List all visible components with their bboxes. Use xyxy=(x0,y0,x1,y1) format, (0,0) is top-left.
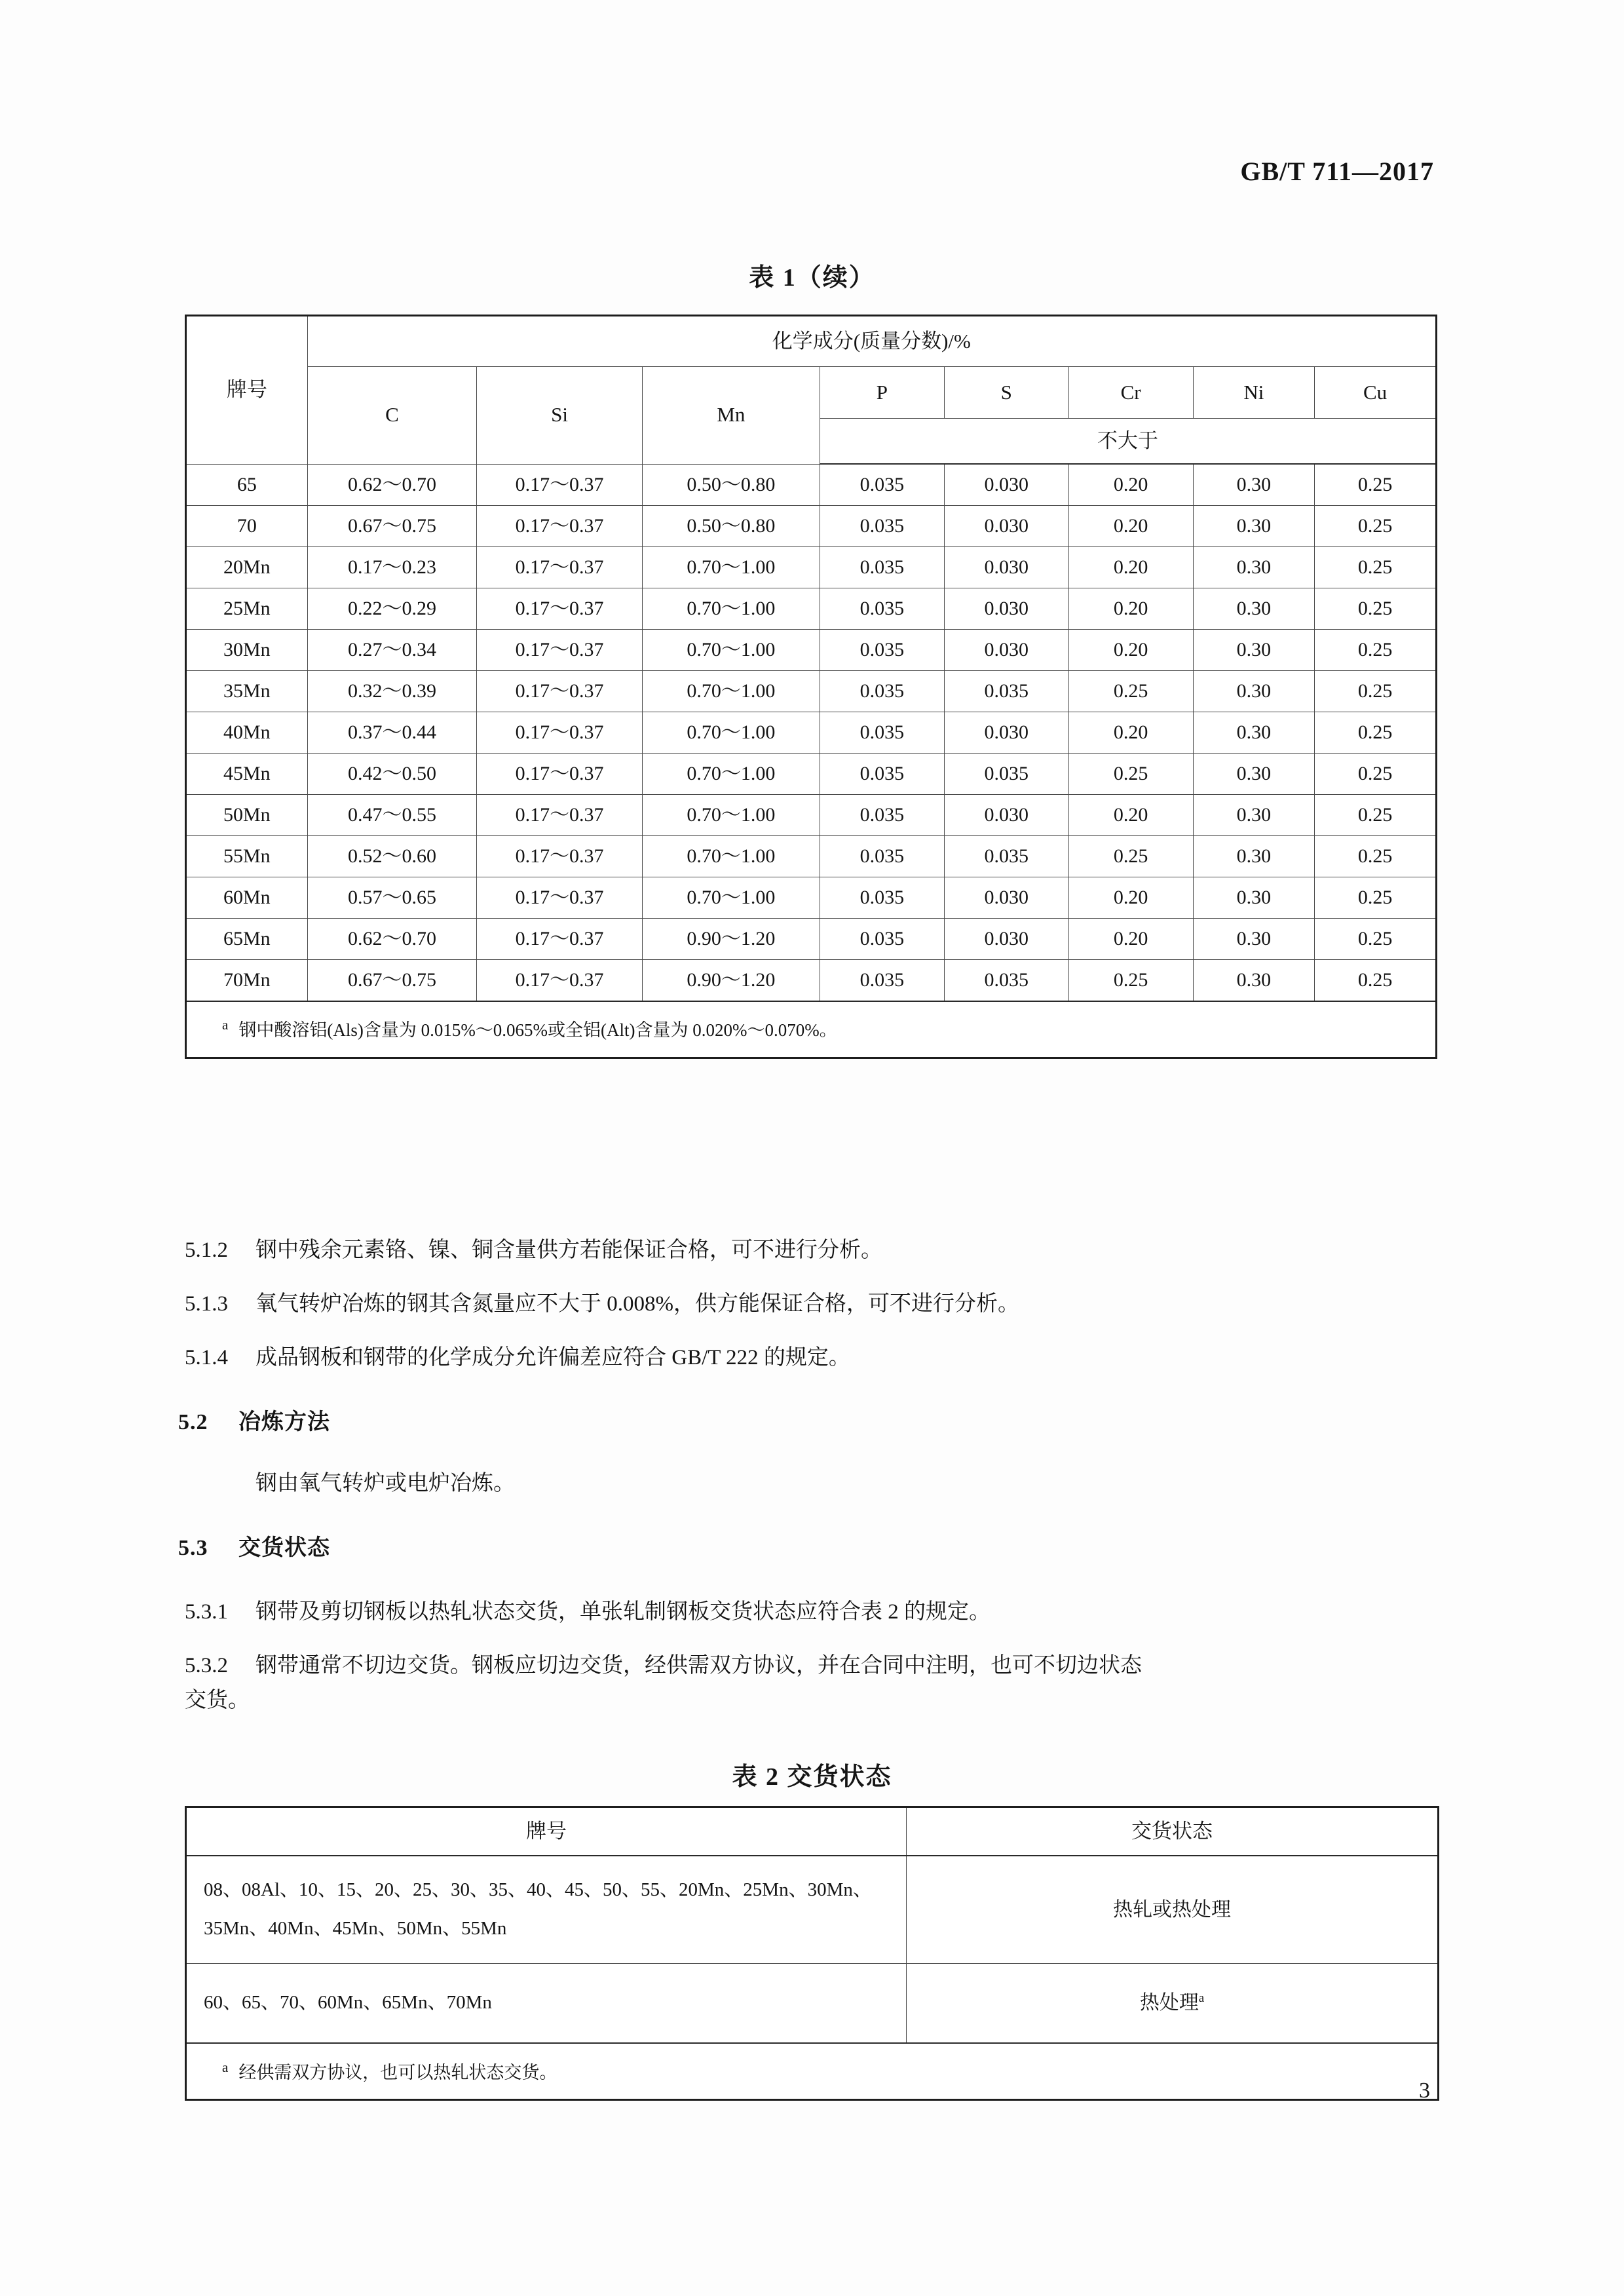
cell-cu: 0.25 xyxy=(1315,464,1437,506)
cell-c: 0.27～0.34 xyxy=(307,630,477,671)
table1-title: 表 1（续） xyxy=(749,264,875,292)
cell-c: 0.67～0.75 xyxy=(307,960,477,1002)
cell-mn: 0.70～1.00 xyxy=(642,547,820,588)
cell-cr: 0.20 xyxy=(1068,712,1193,754)
page-number: 3 xyxy=(1419,2078,1430,2103)
table1-header-row-2 xyxy=(186,367,1437,419)
cell-mn: 0.70～1.00 xyxy=(642,630,820,671)
grade-list-line-1: 60、65、70、60Mn、65Mn、70Mn xyxy=(204,1992,492,2014)
clause-text: 钢带及剪切钢板以热轧状态交货，单张轧制钢板交货状态应符合表 2 的规定。 xyxy=(255,1600,991,1624)
cell-grade: 45Mn xyxy=(186,754,308,795)
clause-5-3-1 xyxy=(185,1595,991,1630)
footnote-reference: a xyxy=(1198,1991,1205,2006)
footnote-marker: a xyxy=(222,1017,229,1033)
clause-number: 5.3.1 xyxy=(185,1600,228,1624)
cell-s: 0.030 xyxy=(944,588,1068,630)
cell-ni: 0.30 xyxy=(1193,795,1315,836)
cell-p: 0.035 xyxy=(820,506,944,547)
header-element-cr: Cr xyxy=(1068,367,1193,419)
table-row xyxy=(186,506,1437,547)
table1-footnote-row xyxy=(186,1001,1437,1058)
cell-delivery-state: 热轧或热处理 xyxy=(907,1856,1439,1963)
cell-s: 0.030 xyxy=(944,712,1068,754)
header-element-mn: Mn xyxy=(642,367,820,465)
cell-ni: 0.30 xyxy=(1193,960,1315,1002)
cell-p: 0.035 xyxy=(820,712,944,754)
grade-list-line-2: 35Mn、40Mn、45Mn、50Mn、55Mn xyxy=(204,1918,507,1940)
cell-ni: 0.30 xyxy=(1193,464,1315,506)
table-row xyxy=(186,960,1437,1002)
cell-cr: 0.20 xyxy=(1068,877,1193,919)
cell-si: 0.17～0.37 xyxy=(477,919,642,960)
clause-5-1-2 xyxy=(185,1233,882,1268)
cell-grade: 70Mn xyxy=(186,960,308,1002)
cell-s: 0.030 xyxy=(944,547,1068,588)
cell-grade-list xyxy=(186,1963,907,2043)
cell-delivery-state xyxy=(907,1963,1439,2043)
cell-cu: 0.25 xyxy=(1315,547,1437,588)
cell-cu: 0.25 xyxy=(1315,836,1437,877)
table2-header-row xyxy=(186,1807,1439,1856)
cell-grade-list xyxy=(186,1856,907,1963)
cell-cu: 0.25 xyxy=(1315,712,1437,754)
cell-c: 0.62～0.70 xyxy=(307,464,477,506)
clause-text: 钢带通常不切边交货。钢板应切边交货，经供需双方协议，并在合同中注明，也可不切边状态 xyxy=(255,1654,1142,1677)
cell-cu: 0.25 xyxy=(1315,588,1437,630)
clause-number: 5.1.2 xyxy=(185,1238,228,1262)
delivery-condition-table xyxy=(185,1806,1439,2101)
clause-5-3-2 xyxy=(185,1649,1449,1719)
table-row xyxy=(186,630,1437,671)
section-number: 5.3 xyxy=(178,1536,208,1560)
cell-c: 0.57～0.65 xyxy=(307,877,477,919)
cell-si: 0.17～0.37 xyxy=(477,960,642,1002)
cell-s: 0.030 xyxy=(944,464,1068,506)
cell-cr: 0.20 xyxy=(1068,630,1193,671)
cell-cr: 0.25 xyxy=(1068,754,1193,795)
cell-cu: 0.25 xyxy=(1315,919,1437,960)
cell-c: 0.22～0.29 xyxy=(307,588,477,630)
table-row xyxy=(186,877,1437,919)
header-element-p: P xyxy=(820,367,944,419)
cell-cr: 0.25 xyxy=(1068,671,1193,712)
cell-cu: 0.25 xyxy=(1315,630,1437,671)
cell-p: 0.035 xyxy=(820,671,944,712)
cell-mn: 0.70～1.00 xyxy=(642,712,820,754)
cell-ni: 0.30 xyxy=(1193,547,1315,588)
cell-cu: 0.25 xyxy=(1315,877,1437,919)
header-element-c: C xyxy=(307,367,477,465)
cell-s: 0.030 xyxy=(944,506,1068,547)
cell-ni: 0.30 xyxy=(1193,630,1315,671)
cell-cr: 0.20 xyxy=(1068,795,1193,836)
cell-p: 0.035 xyxy=(820,464,944,506)
cell-p: 0.035 xyxy=(820,960,944,1002)
cell-ni: 0.30 xyxy=(1193,919,1315,960)
cell-cr: 0.20 xyxy=(1068,919,1193,960)
cell-grade: 70 xyxy=(186,506,308,547)
table-row xyxy=(186,464,1437,506)
footnote-text: 经供需双方协议，也可以热轧状态交货。 xyxy=(238,2062,557,2082)
cell-c: 0.17～0.23 xyxy=(307,547,477,588)
clause-number: 5.1.4 xyxy=(185,1346,228,1369)
header-element-cu: Cu xyxy=(1315,367,1437,419)
cell-ni: 0.30 xyxy=(1193,877,1315,919)
cell-p: 0.035 xyxy=(820,588,944,630)
delivery-state-text: 热处理 xyxy=(1139,1992,1199,2014)
section-heading-5-2 xyxy=(178,1404,330,1436)
cell-si: 0.17～0.37 xyxy=(477,877,642,919)
cell-c: 0.32～0.39 xyxy=(307,671,477,712)
cell-grade: 40Mn xyxy=(186,712,308,754)
cell-cu: 0.25 xyxy=(1315,960,1437,1002)
cell-s: 0.030 xyxy=(944,919,1068,960)
clause-5-1-3 xyxy=(185,1287,1019,1322)
table2-footnote-row xyxy=(186,2043,1439,2100)
cell-grade: 25Mn xyxy=(186,588,308,630)
cell-mn: 0.70～1.00 xyxy=(642,588,820,630)
cell-p: 0.035 xyxy=(820,877,944,919)
cell-s: 0.035 xyxy=(944,836,1068,877)
header-element-si: Si xyxy=(477,367,642,465)
cell-grade: 50Mn xyxy=(186,795,308,836)
cell-p: 0.035 xyxy=(820,547,944,588)
table-row xyxy=(186,836,1437,877)
clause-text: 氧气转炉冶炼的钢其含氮量应不大于 0.008%，供方能保证合格，可不进行分析。 xyxy=(255,1292,1019,1316)
cell-ni: 0.30 xyxy=(1193,754,1315,795)
cell-mn: 0.90～1.20 xyxy=(642,960,820,1002)
cell-c: 0.52～0.60 xyxy=(307,836,477,877)
cell-ni: 0.30 xyxy=(1193,671,1315,712)
cell-s: 0.035 xyxy=(944,754,1068,795)
cell-si: 0.17～0.37 xyxy=(477,464,642,506)
chemical-composition-table xyxy=(185,315,1437,1059)
cell-cu: 0.25 xyxy=(1315,671,1437,712)
cell-c: 0.37～0.44 xyxy=(307,712,477,754)
table-row xyxy=(186,547,1437,588)
cell-ni: 0.30 xyxy=(1193,712,1315,754)
cell-cr: 0.25 xyxy=(1068,960,1193,1002)
cell-mn: 0.70～1.00 xyxy=(642,795,820,836)
cell-s: 0.030 xyxy=(944,795,1068,836)
cell-si: 0.17～0.37 xyxy=(477,671,642,712)
table-row xyxy=(186,1963,1439,2043)
cell-si: 0.17～0.37 xyxy=(477,836,642,877)
cell-p: 0.035 xyxy=(820,795,944,836)
cell-mn: 0.90～1.20 xyxy=(642,919,820,960)
cell-p: 0.035 xyxy=(820,630,944,671)
clause-number: 5.3.2 xyxy=(185,1654,228,1677)
cell-grade: 20Mn xyxy=(186,547,308,588)
table-row xyxy=(186,919,1437,960)
cell-cr: 0.20 xyxy=(1068,506,1193,547)
grade-list-line-1: 08、08Al、10、15、20、25、30、35、40、45、50、55、20Mn、25Mn、30Mn、 xyxy=(204,1879,872,1900)
section-title: 冶炼方法 xyxy=(238,1410,330,1434)
table-row xyxy=(186,712,1437,754)
clause-number: 5.1.3 xyxy=(185,1292,228,1316)
cell-p: 0.035 xyxy=(820,919,944,960)
cell-mn: 0.70～1.00 xyxy=(642,877,820,919)
cell-si: 0.17～0.37 xyxy=(477,754,642,795)
header-grade: 牌号 xyxy=(186,316,308,465)
cell-grade: 65 xyxy=(186,464,308,506)
cell-cr: 0.25 xyxy=(1068,836,1193,877)
cell-si: 0.17～0.37 xyxy=(477,795,642,836)
cell-s: 0.035 xyxy=(944,671,1068,712)
cell-cu: 0.25 xyxy=(1315,754,1437,795)
section-number: 5.2 xyxy=(178,1410,208,1434)
cell-s: 0.035 xyxy=(944,960,1068,1002)
footnote-marker: a xyxy=(222,2059,229,2075)
cell-si: 0.17～0.37 xyxy=(477,547,642,588)
cell-si: 0.17～0.37 xyxy=(477,712,642,754)
cell-ni: 0.30 xyxy=(1193,588,1315,630)
cell-grade: 60Mn xyxy=(186,877,308,919)
cell-s: 0.030 xyxy=(944,630,1068,671)
cell-si: 0.17～0.37 xyxy=(477,588,642,630)
clause-text: 成品钢板和钢带的化学成分允许偏差应符合 GB/T 222 的规定。 xyxy=(255,1346,850,1369)
table-row xyxy=(186,1856,1439,1963)
clause-text: 钢中残余元素铬、镍、铜含量供方若能保证合格，可不进行分析。 xyxy=(255,1238,882,1262)
cell-grade: 35Mn xyxy=(186,671,308,712)
section-heading-5-3 xyxy=(178,1529,330,1561)
header-composition: 化学成分(质量分数)/% xyxy=(307,316,1436,367)
table1-header-row-1 xyxy=(186,316,1437,367)
cell-mn: 0.70～1.00 xyxy=(642,671,820,712)
clause-text-continuation: 交货。 xyxy=(185,1689,250,1713)
cell-p: 0.035 xyxy=(820,754,944,795)
cell-c: 0.67～0.75 xyxy=(307,506,477,547)
table-row xyxy=(186,671,1437,712)
table-row xyxy=(186,795,1437,836)
cell-p: 0.035 xyxy=(820,836,944,877)
cell-mn: 0.70～1.00 xyxy=(642,836,820,877)
cell-si: 0.17～0.37 xyxy=(477,506,642,547)
header-grade: 牌号 xyxy=(186,1807,907,1856)
table2-footnote xyxy=(186,2043,1439,2100)
cell-grade: 55Mn xyxy=(186,836,308,877)
table-row xyxy=(186,754,1437,795)
cell-cu: 0.25 xyxy=(1315,506,1437,547)
cell-cu: 0.25 xyxy=(1315,795,1437,836)
table-row xyxy=(186,588,1437,630)
cell-c: 0.47～0.55 xyxy=(307,795,477,836)
cell-ni: 0.30 xyxy=(1193,506,1315,547)
header-delivery-state: 交货状态 xyxy=(907,1807,1439,1856)
section-title: 交货状态 xyxy=(238,1536,330,1560)
standard-code-header: GB/T 711—2017 xyxy=(1240,157,1434,186)
footnote-text: 钢中酸溶铝(Als)含量为 0.015%～0.065%或全铝(Alt)含量为 0.020%～0.070%。 xyxy=(238,1020,837,1041)
cell-s: 0.030 xyxy=(944,877,1068,919)
cell-cr: 0.20 xyxy=(1068,588,1193,630)
header-element-ni: Ni xyxy=(1193,367,1315,419)
cell-mn: 0.50～0.80 xyxy=(642,506,820,547)
cell-c: 0.62～0.70 xyxy=(307,919,477,960)
cell-ni: 0.30 xyxy=(1193,836,1315,877)
cell-c: 0.42～0.50 xyxy=(307,754,477,795)
header-limit-label: 不大于 xyxy=(820,419,1436,465)
clause-5-1-4 xyxy=(185,1341,850,1375)
cell-cr: 0.20 xyxy=(1068,547,1193,588)
header-element-s: S xyxy=(944,367,1068,419)
cell-mn: 0.70～1.00 xyxy=(642,754,820,795)
cell-grade: 65Mn xyxy=(186,919,308,960)
cell-cr: 0.20 xyxy=(1068,464,1193,506)
cell-grade: 30Mn xyxy=(186,630,308,671)
section-5-2-body: 钢由氧气转炉或电炉冶炼。 xyxy=(255,1472,515,1495)
table1-footnote xyxy=(186,1001,1437,1058)
cell-si: 0.17～0.37 xyxy=(477,630,642,671)
table2-title: 表 2 交货状态 xyxy=(732,1763,892,1791)
cell-mn: 0.50～0.80 xyxy=(642,464,820,506)
